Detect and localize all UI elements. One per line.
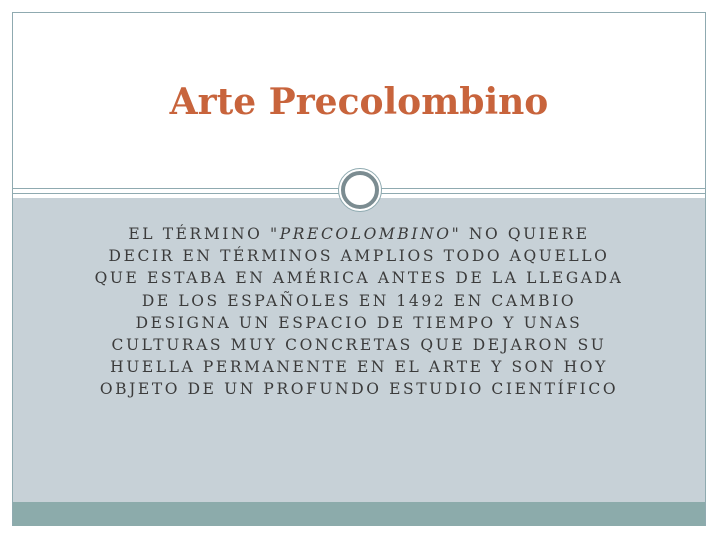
body-text-italic: PRECOLOMBINO xyxy=(279,225,452,243)
body-text-part-1: EL TÉRMINO " xyxy=(128,225,280,243)
title-area xyxy=(13,13,705,188)
divider-ring-icon xyxy=(341,171,379,209)
body-area xyxy=(13,198,705,502)
body-text-part-2: " NO QUIERE DECIR EN TÉRMINOS AMPLIOS TODO AQUELLO QUE ESTABA EN AMÉRICA ANTES DE LA LLEGADA DE LOS ESPAÑOLES EN 1492 EN CAMBIO DESIGNA UN ESPACIO DE TIEMPO Y UNAS CULTURAS MUY CONCRETAS QUE DEJARON SU HUELLA PERMANENTE EN EL ARTE Y SON HOY OBJETO DE UN PROFUNDO ESTUDIO CIENTÍFICO xyxy=(94,225,624,399)
footer-bar xyxy=(13,502,705,526)
body-text xyxy=(93,223,625,401)
slide-title: Arte Precolombino xyxy=(169,81,549,123)
